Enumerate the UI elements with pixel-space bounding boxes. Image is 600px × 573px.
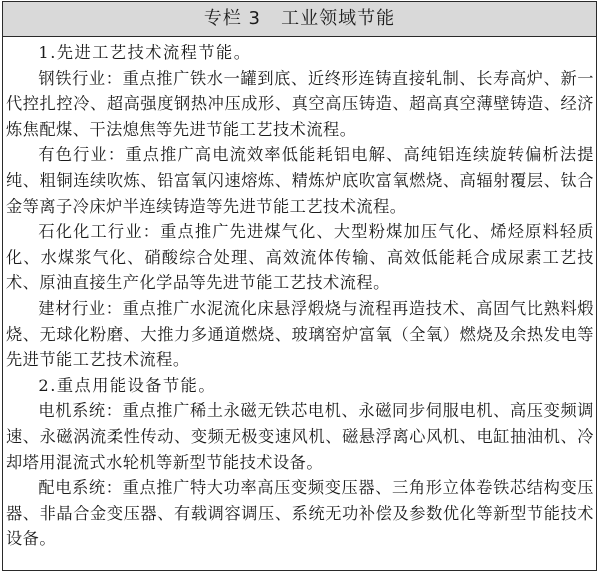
paragraph-building-materials: 建材行业：重点推广水泥流化床悬浮煅烧与流程再造技术、高固气比熟料煅烧、无球化粉磨、大推力多通道燃烧、玻璃窑炉富氧（全氧）燃烧及余热发电等先进节能工艺技术流程。 — [6, 298, 594, 370]
paragraph-nonferrous: 有色行业：重点推广高电流效率低能耗铝电解、高纯铝连续旋转偏析法提纯、粗铜连续吹炼、铅富氧闪速熔炼、精炼炉底吹富氧燃烧、高辐射覆层、钛合金等离子冷床炉半连续铸造等先进节能工艺技术流程。 — [6, 145, 594, 216]
box-title: 专栏 3 工业领域节能 — [3, 2, 596, 37]
paragraph-petrochemical: 石化化工行业：重点推广先进煤气化、大型粉煤加压气化、烯烃原料轻质化、水煤浆气化、硝酸综合处理、高效流体传输、高效低能耗合成尿素工艺技术、原油直接生产化学品等先进节能工艺技术流程。 — [6, 222, 594, 293]
paragraph-steel: 钢铁行业：重点推广铁水一罐到底、近终形连铸直接轧制、长寿高炉、新一代控扎控冷、超高强度钢热冲压成形、真空高压铸造、超高真空薄壁铸造、经济炼焦配煤、干法熄焦等先进节能工艺技术流程。 — [6, 68, 594, 139]
box-content — [3, 37, 596, 552]
section-heading: 2.重点用能设备节能。 — [38, 375, 217, 395]
paragraph-power-distribution: 配电系统：重点推广特大功率高压变频变压器、三角形立体卷铁芯结构变压器、非晶合金变压器、有载调容调压、系统无功补偿及参数优化等新型节能技术设备。 — [6, 478, 594, 549]
section-heading: 1.先进工艺技术流程节能。 — [38, 43, 252, 62]
paragraph-motor-system: 电机系统：重点推广稀土永磁无铁芯电机、永磁同步伺服电机、高压变频调速、永磁涡流柔性传动、变频无极变速风机、磁悬浮离心风机、电缸抽油机、冷却塔用混流式水轮机等新型节能技术设备。 — [6, 401, 594, 472]
special-column-box — [2, 1, 597, 571]
